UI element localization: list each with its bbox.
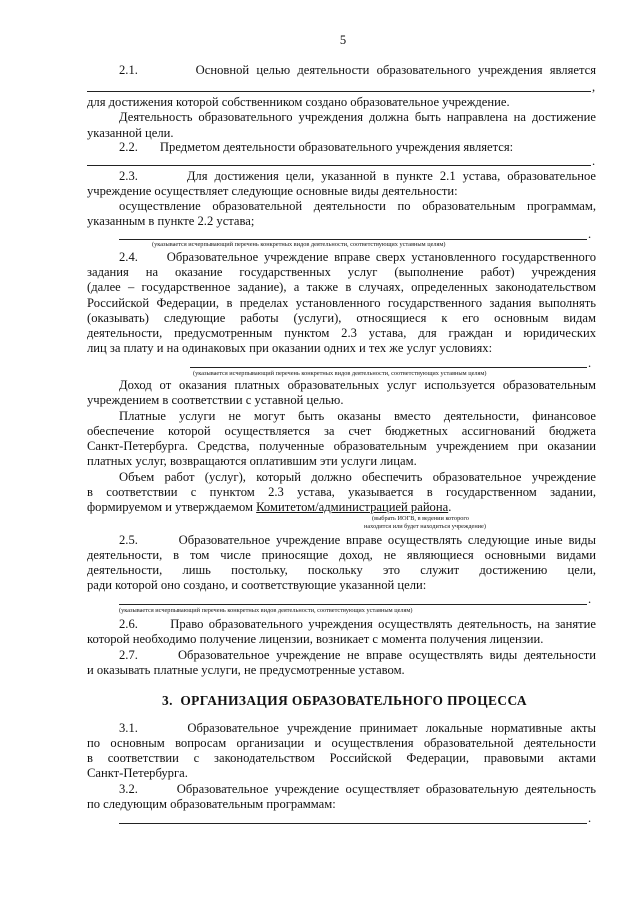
clause-2-3-line-3: осуществление образовательной деятельности по образовательным программам, bbox=[119, 199, 596, 213]
blank-fill-line bbox=[119, 239, 587, 240]
page-number: 5 bbox=[339, 33, 347, 47]
clause-2-7-line-1: 2.7. Образовательное учреждение не вправе осуществлять виды деятельности bbox=[119, 648, 596, 662]
clause-2-1-line-2: для достижения которой собственником создано образовательное учреждение. bbox=[87, 95, 510, 109]
clause-2-4-line-3: (далее – государственное задание), а также в случаях, определенных законодательством bbox=[87, 280, 596, 294]
blank-fill-line bbox=[119, 604, 587, 605]
clause-2-5-line-4: ради которой оно создано, и соответствующие указанной цели: bbox=[87, 578, 427, 592]
volume-paragraph-line-2: в соответствии с пунктом 2.3 устава, указывается в государственном задании, bbox=[87, 485, 596, 499]
paid-services-line-3: Санкт-Петербурга. Средства, полученные образовательным учреждением при оказании bbox=[87, 439, 596, 453]
fill-line-dot: . bbox=[588, 811, 592, 825]
clause-2-1-line-3: Деятельность образовательного учреждения должна быть направлена на достижение bbox=[119, 110, 596, 124]
clause-2-4-line-4: Российской Федерации, в пределах установленного государственного задания выполнять bbox=[87, 296, 596, 310]
clause-2-6-line-1: 2.6. Право образовательного учреждения осуществлять деятельность, на занятие bbox=[119, 617, 596, 631]
footnote-activities: (указывается исчерпывающий перечень конкретных видов деятельности, соответствующих уставным целям) bbox=[193, 370, 487, 377]
clause-2-4-line-7: лиц за плату и на одинаковых при оказании одних и тех же услуг условиях: bbox=[87, 341, 493, 355]
paid-services-line-4: платных услуг, возвращаются оплатившим эти услуги лицам. bbox=[87, 454, 417, 468]
clause-3-2-line-2: по следующим образовательным программам: bbox=[87, 797, 336, 811]
clause-2-1-line-1: 2.1. Основной целью деятельности образовательного учреждения является bbox=[119, 63, 596, 77]
income-paragraph-line-2: учреждением в соответствии с уставной целью. bbox=[87, 393, 344, 407]
clause-3-2-line-1: 3.2. Образовательное учреждение осуществляет образовательную деятельность bbox=[119, 782, 596, 796]
fill-line-dot: . bbox=[588, 592, 592, 606]
clause-3-1-line-1: 3.1. Образовательное учреждение принимает локальные нормативные акты bbox=[119, 721, 596, 735]
fill-line-dot: . bbox=[588, 227, 592, 241]
fill-line-comma: , bbox=[592, 80, 596, 94]
blank-fill-line bbox=[190, 367, 587, 368]
footnote-iogv: (выбрать ИОГВ, в ведении которого bbox=[372, 515, 469, 522]
clause-2-3-line-1: 2.3. Для достижения цели, указанной в пункте 2.1 устава, образовательное bbox=[119, 169, 596, 183]
clause-2-6-line-2: которой необходимо получение лицензии, возникает с момента получения лицензии. bbox=[87, 632, 544, 646]
footnote-iogv-2: находится или будет находиться учреждение) bbox=[364, 523, 486, 530]
volume-text-end: . bbox=[448, 500, 452, 514]
clause-2-1-line-4: указанной цели. bbox=[87, 126, 174, 140]
clause-2-4-line-1: 2.4. Образовательное учреждение вправе сверх установленного государственного bbox=[119, 250, 596, 264]
footnote-activities: (указывается исчерпывающий перечень конкретных видов деятельности, соответствующих уставным целям) bbox=[119, 607, 413, 614]
clause-2-5-line-1: 2.5. Образовательное учреждение вправе осуществлять следующие иные виды bbox=[119, 533, 596, 547]
committee-placeholder: Комитетом/администрацией района bbox=[256, 500, 449, 514]
clause-2-5-line-2: деятельности, в том числе приносящие доход, не являющиеся основными видами bbox=[87, 548, 596, 562]
clause-2-3-line-2: учреждение осуществляет следующие основные виды деятельности: bbox=[87, 184, 458, 198]
clause-2-2: 2.2. Предметом деятельности образовательного учреждения является: bbox=[119, 140, 514, 154]
clause-2-7-line-2: и оказывать платные услуги, не предусмотренные уставом. bbox=[87, 663, 405, 677]
clause-2-4-line-6: деятельности, предусмотренным пунктом 2.3 устава, для граждан и юридических bbox=[87, 326, 596, 340]
volume-text: формируемом и утверждаемом bbox=[87, 500, 257, 514]
fill-line-dot: . bbox=[588, 356, 592, 370]
clause-3-1-line-4: Санкт-Петербурга. bbox=[87, 766, 188, 780]
blank-fill-line bbox=[87, 165, 591, 166]
volume-paragraph-line-1: Объем работ (услуг), который должно обеспечить образовательное учреждение bbox=[119, 470, 596, 484]
clause-2-5-line-3: деятельности, лишь постольку, поскольку это служит достижению цели, bbox=[87, 563, 596, 577]
paid-services-line-2: обеспечение которой осуществляется за счет бюджетных ассигнований бюджета bbox=[87, 424, 596, 438]
section-3-title: 3. ОРГАНИЗАЦИЯ ОБРАЗОВАТЕЛЬНОГО ПРОЦЕССА bbox=[162, 693, 527, 708]
income-paragraph-line-1: Доход от оказания платных образовательных услуг используется образовательным bbox=[119, 378, 596, 392]
clause-2-4-line-2: задания на оказание государственных услуг (выполнение работ) учреждения bbox=[87, 265, 596, 279]
blank-fill-line bbox=[119, 823, 587, 824]
clause-2-4-line-5: (оказывать) следующие работы (услуги), относящиеся к его основным видам bbox=[87, 311, 596, 325]
volume-paragraph-line-3 bbox=[87, 500, 451, 515]
paid-services-line-1: Платные услуги не могут быть оказаны вместо деятельности, финансовое bbox=[119, 409, 596, 423]
clause-3-1-line-3: в соответствии с законодательством Российской Федерации, правовыми актами bbox=[87, 751, 596, 765]
fill-line-dot: . bbox=[592, 154, 596, 168]
clause-2-3-line-4: указанным в пункте 2.2 устава; bbox=[87, 214, 255, 228]
footnote-activities: (указывается исчерпывающий перечень конкретных видов деятельности, соответствующих уставным целям) bbox=[152, 241, 446, 248]
blank-fill-line bbox=[87, 91, 591, 92]
clause-3-1-line-2: по основным вопросам организации и осуществления образовательной деятельности bbox=[87, 736, 596, 750]
